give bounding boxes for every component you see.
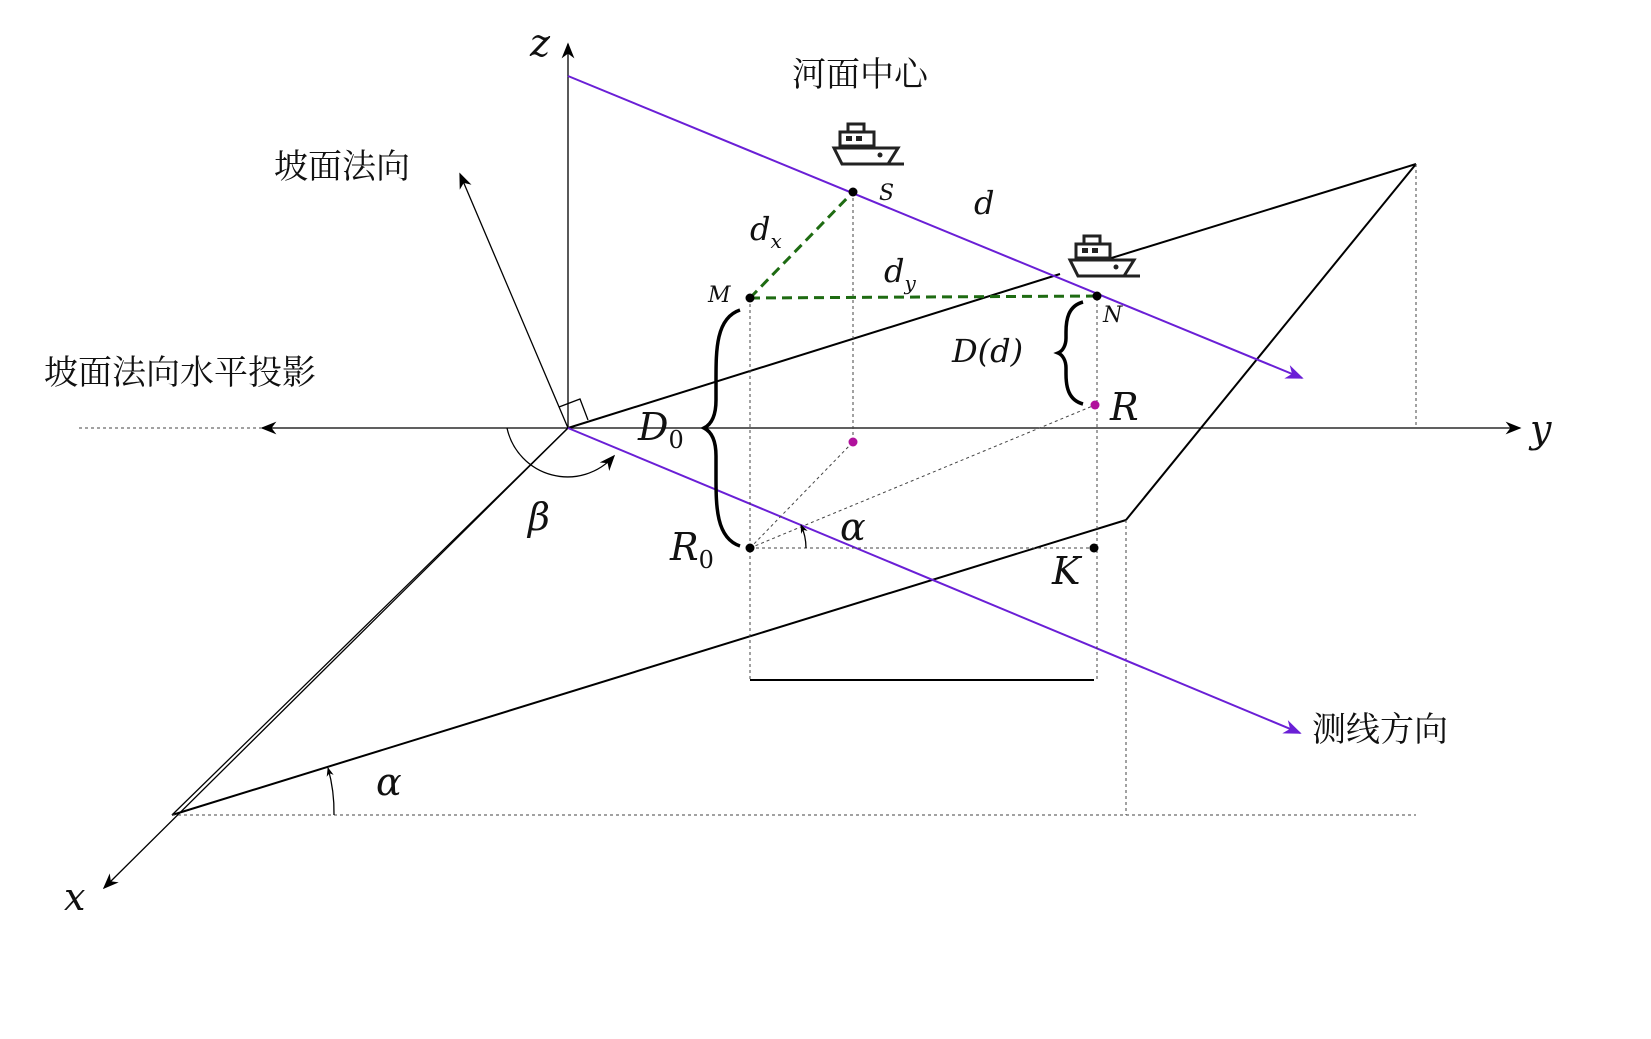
label-d: d (974, 184, 995, 222)
point-R0 (746, 544, 755, 553)
point-S (849, 188, 858, 197)
label-N: N (1103, 303, 1123, 328)
plane-left-edge (172, 428, 568, 815)
label-R: R (1110, 385, 1139, 429)
point-R (1091, 401, 1100, 410)
construction-lines (507, 192, 1097, 680)
dy-dashed-line (750, 296, 1097, 298)
label-D0: $D_0$ (638, 405, 684, 454)
survey-line-direction-label: 测线方向 (1312, 710, 1448, 750)
y-axis-label: y (1530, 407, 1552, 451)
point-M (746, 294, 755, 303)
river-center-label: 河面中心 (792, 55, 928, 95)
ship-icon (834, 124, 904, 164)
point-K (1090, 544, 1099, 553)
alpha-arc-inner (801, 525, 806, 548)
alpha-arc-bottom (328, 768, 334, 815)
upper-survey-line (568, 76, 1302, 378)
label-dy: $d_y$ (884, 252, 916, 295)
plane-front-edge (172, 520, 1126, 815)
slope-plane (172, 164, 1416, 815)
label-dx: $d_x$ (750, 210, 782, 253)
x-axis (104, 428, 568, 888)
point-N (1093, 292, 1102, 301)
ship-icon (1070, 236, 1140, 276)
label-R0: $R_0$ (670, 525, 714, 574)
point-S-projection (849, 438, 858, 447)
label-M: M (708, 283, 731, 308)
label-alpha-inner: α (840, 505, 866, 549)
slope-normal-arrow (460, 174, 568, 428)
points (746, 188, 1102, 553)
lower-survey-line (568, 428, 1300, 733)
label-alpha-bottom: α (376, 760, 402, 804)
survey-lines (568, 76, 1302, 733)
x-axis-label: x (64, 875, 86, 919)
slope-normal-label: 坡面法向 (274, 147, 410, 187)
plane-back-edge-right (1105, 164, 1416, 260)
R0-S-projection-dotted (750, 442, 853, 548)
slope-normal-projection-label: 坡面法向水平投影 (44, 353, 316, 393)
label-D-of-d: D(d) (952, 332, 1024, 370)
plane-right-edge (1126, 164, 1416, 520)
z-axis-label: z (530, 21, 551, 65)
label-K: K (1052, 549, 1081, 593)
Dd-brace (1058, 302, 1083, 404)
label-S: S (879, 181, 895, 206)
distance-dashes (750, 192, 1097, 298)
label-beta: β (528, 495, 550, 539)
